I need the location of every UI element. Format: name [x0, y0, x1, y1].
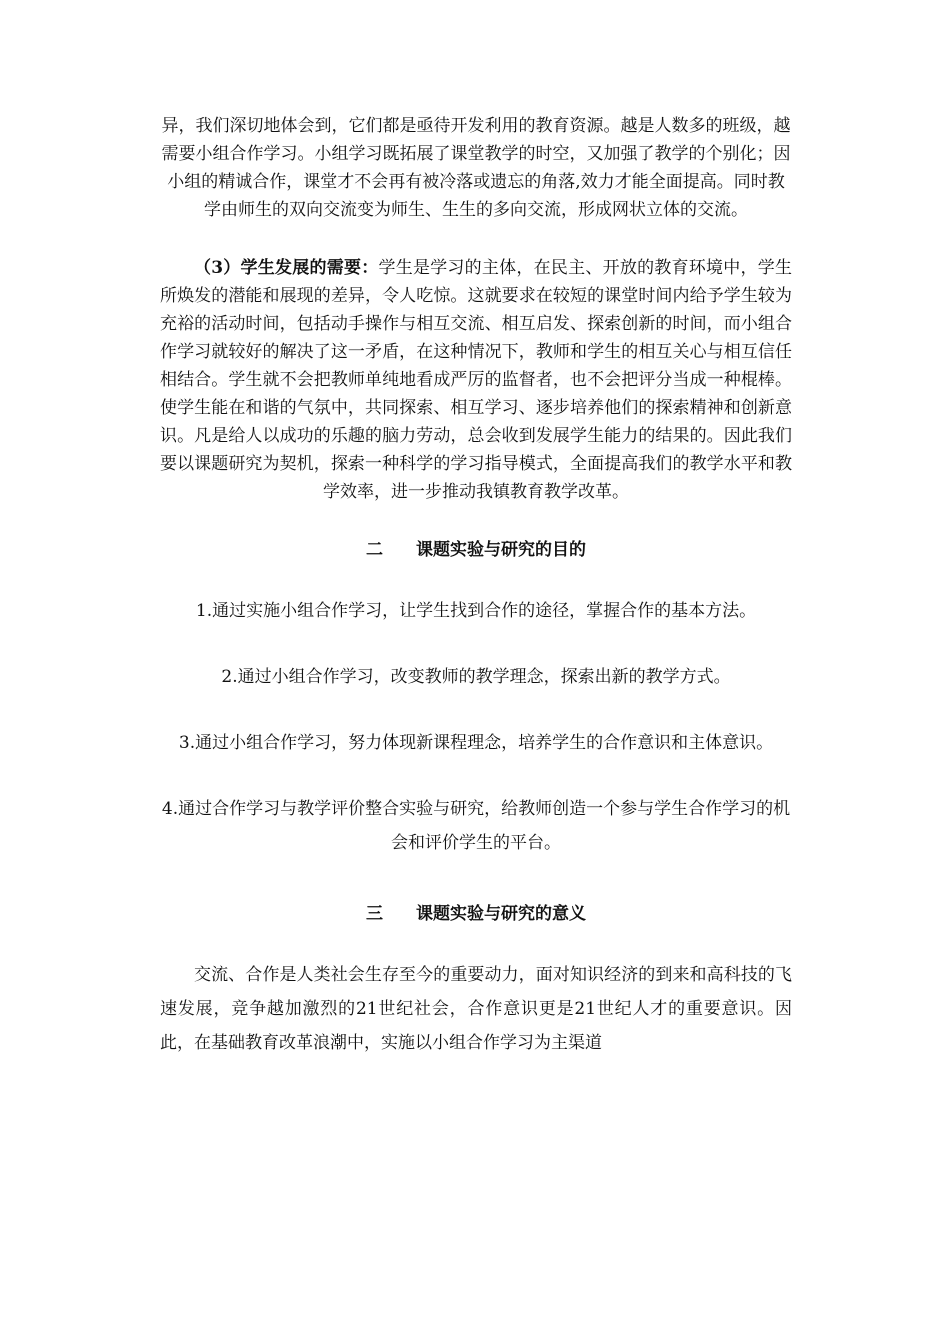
- section-title: 课题实验与研究的目的: [416, 540, 586, 560]
- list-item: 3.通过小组合作学习，努力体现新课程理念，培养学生的合作意识和主体意识。: [178, 733, 774, 753]
- section-heading-purpose: [160, 536, 792, 564]
- document-page: [160, 112, 792, 1060]
- list-item: 1.通过实施小组合作学习，让学生找到合作的途径，掌握合作的基本方法。: [195, 601, 757, 621]
- section-number: 二: [366, 540, 383, 560]
- paragraph-body: 学生是学习的主体，在民主、开放的教育环境中，学生所焕发的潜能和展现的差异，令人吃惊。这就要求在较短的课堂时间内给予学生较为充裕的活动时间，包括动手操作与相互交流、相互启发、探索创新的时间，而小组合作学习就较好的解决了这一矛盾，在这种情况下，教师和学生的相互关心与相互信任相结合。学生就不会把教师单纯地看成严厉的监督者，也不会把评分当成一种棍棒。使学生能在和谐的气氛中，共同探索、相互学习、逐步培养他们的探索精神和创新意识。凡是给人以成功的乐趣的脑力劳动，总会收到发展学生能力的结果的。因此我们要以课题研究为契机，探索一种科学的学习指导模式，全面提高我们的教学水平和教学效率，进一步推动我镇教育教学改革。: [160, 258, 792, 502]
- section-title: 课题实验与研究的意义: [416, 904, 586, 924]
- list-item: 2.通过小组合作学习，改变教师的教学理念，探索出新的教学方式。: [221, 667, 731, 687]
- paragraph-student-development: [160, 254, 792, 506]
- paragraph-significance: 交流、合作是人类社会生存至今的重要动力，面对知识经济的到来和高科技的飞速发展，竞争越加激烈的21世纪社会，合作意识更是21世纪人才的重要意识。因此，在基础教育改革浪潮中，实施以小组合作学习为主渠道: [160, 965, 792, 1053]
- section-heading-significance: [160, 900, 792, 928]
- section-number: 三: [366, 904, 383, 924]
- list-item: 4.通过合作学习与教学评价整合实验与研究，给教师创造一个参与学生合作学习的机会和评价学生的平台。: [161, 799, 791, 853]
- paragraph-continuation: 异，我们深切地体会到，它们都是亟待开发利用的教育资源。越是人数多的班级，越需要小组合作学习。小组学习既拓展了课堂教学的时空，又加强了教学的个别化；因小组的精诚合作，课堂才不会再有被冷落或遗忘的角落,效力才能全面提高。同时教学由师生的双向交流变为师生、生生的多向交流，形成网状立体的交流。: [161, 116, 791, 220]
- paragraph-lead: （3）学生发展的需要：: [194, 258, 379, 278]
